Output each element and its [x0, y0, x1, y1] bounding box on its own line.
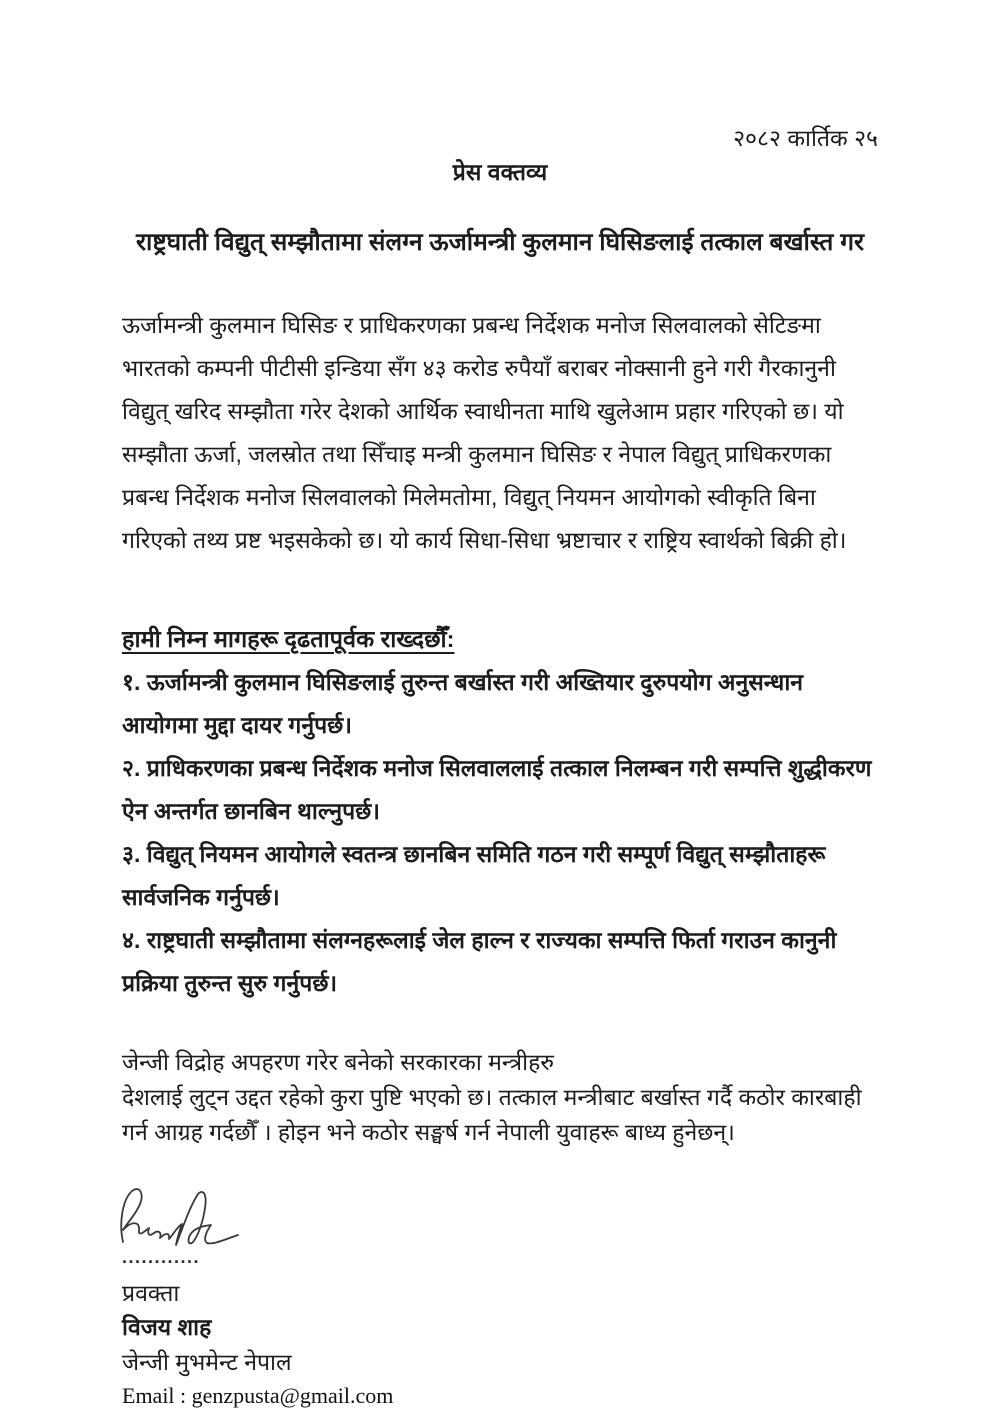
document-date: २०८२ कार्तिक २५ — [733, 125, 878, 151]
demands-heading-row — [122, 618, 878, 661]
press-statement-label: प्रेस वक्तव्य — [452, 159, 548, 185]
body-paragraph: ऊर्जामन्त्री कुलमान घिसिङ र प्राधिकरणका प्रबन्ध निर्देशक मनोज सिलवालको सेटिङमा भारतको कम्पनी पीटीसी इन्डिया सँग ४३ करोड रुपैयाँ बराबर नोक्सानी हुने गरी गैरकानुनी विद्युत् खरिद सम्झौता गरेर देशको आर्थिक स्वाधीनता माथि खुलेआम प्रहार गरिएको छ। यो सम्झौता ऊर्जा, जलस्रोत तथा सिँचाइ मन्त्री कुलमान घिसिङ र नेपाल विद्युत् प्राधिकरणका प्रबन्ध निर्देशक मनोज सिलवालको मिलेमतोमा, विद्युत् नियमन आयोगको स्वीकृति बिना गरिएको तथ्य प्रष्ट भइसकेको छ। यो कार्य सिधा-सिधा भ्रष्टाचार र राष्ट्रिय स्वार्थको बिक्री हो। — [122, 312, 847, 553]
signature-dotted-line: ............ — [122, 1247, 201, 1267]
demand-item-1: १. ऊर्जामन्त्री कुलमान घिसिङलाई तुरुन्त बर्खास्त गरी अख्तियार दुरुपयोग अनुसन्धान आयोगमा मुद्दा दायर गर्नुपर्छ। — [122, 669, 804, 738]
handwritten-signature-icon — [116, 1186, 246, 1250]
demand-item-2: २. प्राधिकरणका प्रबन्ध निर्देशक मनोज सिलवाललाई तत्काल निलम्बन गरी सम्पत्ति शुद्धीकरण ऐन अन्तर्गत छानबिन थाल्नुपर्छ। — [122, 755, 872, 824]
closing-line-2: देशलाई लुट्न उद्दत रहेको कुरा पुष्टि भएको छ। तत्काल मन्त्रीबाट बर्खास्त गर्दै कठोर कारबाही गर्न आग्रह गर्दछौँ । होइन भने कठोर सङ्घर्ष गर्न नेपाली युवाहरू बाध्य हुनेछन्। — [122, 1084, 862, 1145]
signature-block — [122, 1186, 878, 1412]
contact-email: Email : genzpusta@gmail.com — [122, 1383, 394, 1408]
demands-heading: हामी निम्न मागहरू दृढतापूर्वक राख्दछौँ: — [122, 626, 455, 652]
closing-line-1: जेन्जी विद्रोह अपहरण गरेर बनेको सरकारका मन्त्रीहरु — [122, 1049, 555, 1075]
demand-item-3: ३. विद्युत् नियमन आयोगले स्वतन्त्र छानबिन समिति गठन गरी सम्पूर्ण विद्युत् सम्झौताहरू सार्वजनिक गर्नुपर्छ। — [122, 841, 826, 910]
spokesperson-role-label: प्रवक्ता — [122, 1280, 180, 1306]
closing-paragraph — [122, 1045, 878, 1150]
organization-name: जेन्जी मुभमेन्ट नेपाल — [122, 1349, 292, 1375]
demand-item-4: ४. राष्ट्रघाती सम्झौतामा संलग्नहरूलाई जेल हाल्न र राज्यका सम्पत्ति फिर्ता गराउन कानुनी प्रक्रिया तुरुन्त सुरु गर्नुपर्छ। — [122, 927, 837, 996]
spokesperson-name: विजय शाह — [122, 1314, 212, 1340]
headline-title: राष्ट्रघाती विद्युत् सम्झौतामा संलग्न ऊर्जामन्त्री कुलमान घिसिङलाई तत्काल बर्खास्त गर — [135, 229, 865, 256]
